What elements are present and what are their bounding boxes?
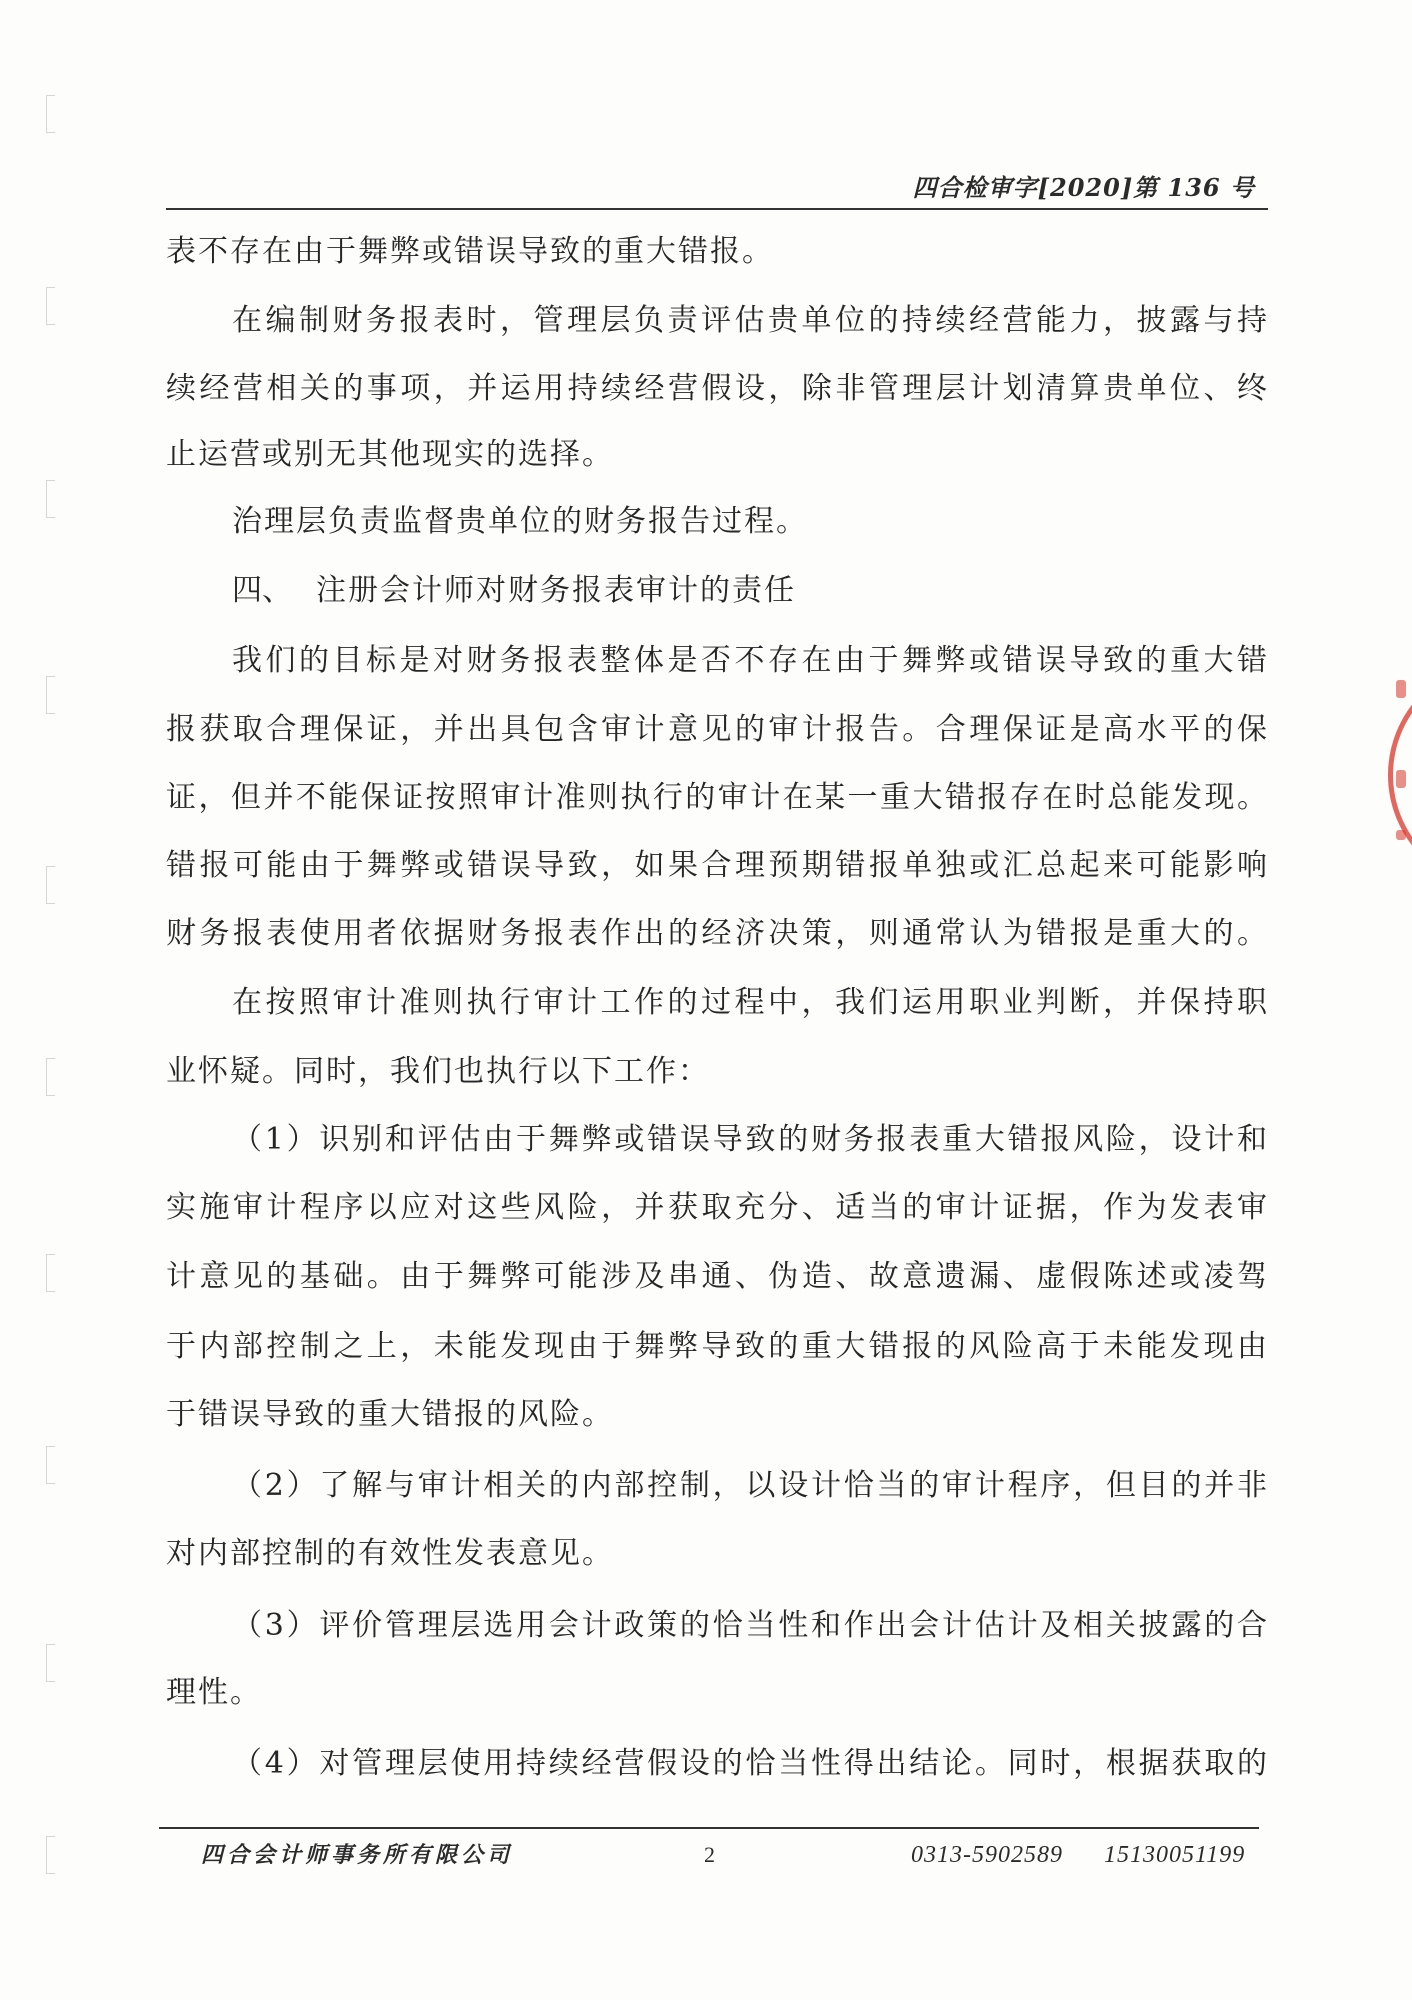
body-line: （1）识别和评估由于舞弊或错误导致的财务报表重大错报风险，设计和 — [232, 1122, 1268, 1157]
body-line: 止运营或别无其他现实的选择。 — [166, 437, 614, 472]
body-line: 我们的目标是对财务报表整体是否不存在由于舞弊或错误导致的重大错 — [232, 643, 1268, 678]
section-heading-number: 四、 — [232, 573, 292, 608]
red-seal-fragment — [1388, 650, 1412, 900]
body-line: 业怀疑。同时，我们也执行以下工作： — [166, 1054, 710, 1089]
body-line: 续经营相关的事项，并运用持续经营假设，除非管理层计划清算贵单位、终 — [166, 371, 1268, 406]
seal-ink-mark — [1396, 830, 1406, 840]
binding-mark — [46, 1254, 55, 1292]
binding-mark — [46, 866, 55, 904]
body-line: 在按照审计准则执行审计工作的过程中，我们运用职业判断，并保持职 — [232, 985, 1268, 1020]
body-line: 对内部控制的有效性发表意见。 — [166, 1536, 614, 1571]
body-line: 表不存在由于舞弊或错误导致的重大错报。 — [166, 234, 774, 269]
body-line: 证，但并不能保证按照审计准则执行的审计在某一重大错报存在时总能发现。 — [166, 780, 1268, 815]
footer-firm-name: 四合会计师事务所有限公司 — [201, 1842, 514, 1868]
binding-mark — [46, 1446, 55, 1484]
binding-mark — [46, 1058, 55, 1096]
body-line: 计意见的基础。由于舞弊可能涉及串通、伪造、故意遗漏、虚假陈述或凌驾 — [166, 1259, 1268, 1294]
binding-mark — [46, 1836, 55, 1874]
body-line: （3）评价管理层选用会计政策的恰当性和作出会计估计及相关披露的合 — [232, 1608, 1268, 1643]
binding-mark — [46, 1644, 55, 1682]
footer-phone: 0313-5902589 — [911, 1842, 1063, 1868]
footer-rule — [159, 1827, 1259, 1829]
document-number: 四合检审字[2020]第 136 号 — [912, 173, 1255, 202]
body-line: 治理层负责监督贵单位的财务报告过程。 — [232, 504, 808, 539]
footer-mobile: 15130051199 — [1104, 1842, 1246, 1868]
body-line: （4）对管理层使用持续经营假设的恰当性得出结论。同时，根据获取的 — [232, 1746, 1268, 1781]
header-rule — [166, 208, 1268, 210]
body-line: （2）了解与审计相关的内部控制，以设计恰当的审计程序，但目的并非 — [232, 1468, 1268, 1503]
body-line: 于错误导致的重大错报的风险。 — [166, 1397, 614, 1432]
binding-mark — [46, 480, 55, 518]
seal-ink-mark — [1396, 770, 1406, 788]
body-line: 财务报表使用者依据财务报表作出的经济决策，则通常认为错报是重大的。 — [166, 916, 1268, 951]
body-line: 于内部控制之上，未能发现由于舞弊导致的重大错报的风险高于未能发现由 — [166, 1329, 1268, 1364]
page-number: 2 — [704, 1842, 715, 1867]
body-line: 理性。 — [166, 1675, 262, 1710]
body-line: 报获取合理保证，并出具包含审计意见的审计报告。合理保证是高水平的保 — [166, 712, 1268, 747]
binding-mark — [46, 95, 55, 133]
binding-mark — [46, 676, 55, 714]
section-heading-title: 注册会计师对财务报表审计的责任 — [316, 573, 796, 608]
binding-mark — [46, 287, 55, 325]
body-line: 在编制财务报表时，管理层负责评估贵单位的持续经营能力，披露与持 — [232, 303, 1268, 338]
body-line: 错报可能由于舞弊或错误导致，如果合理预期错报单独或汇总起来可能影响 — [166, 848, 1268, 883]
body-line: 实施审计程序以应对这些风险，并获取充分、适当的审计证据，作为发表审 — [166, 1190, 1268, 1225]
seal-ink-mark — [1396, 680, 1406, 698]
